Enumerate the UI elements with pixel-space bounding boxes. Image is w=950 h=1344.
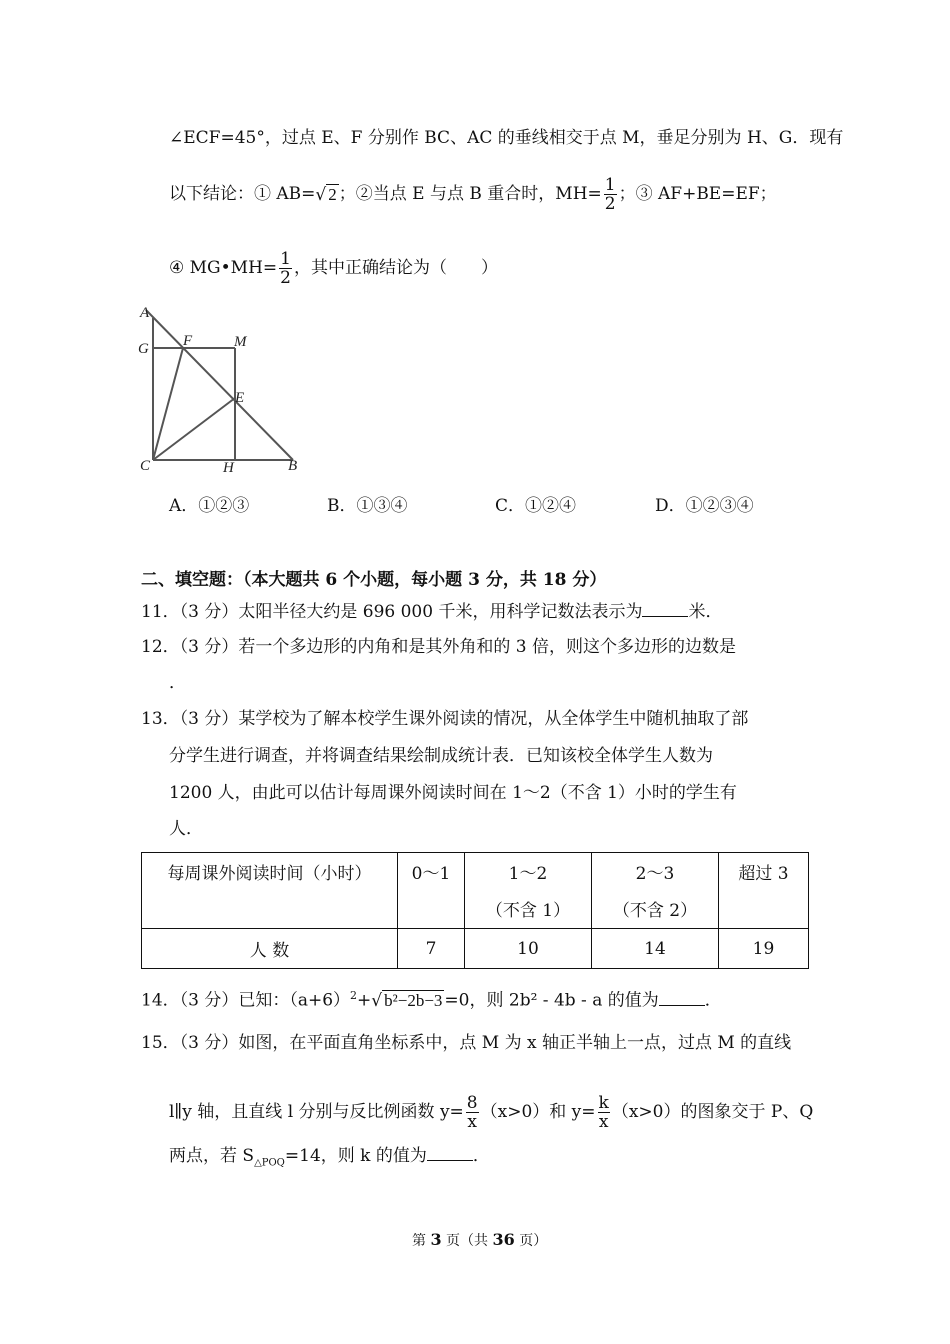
table-row [142, 929, 809, 969]
edge-ab [146, 310, 293, 460]
sqrt-2: √ 2 [315, 184, 337, 205]
option-b: B．①③④ [327, 496, 408, 516]
q13-line3: 1200 人，由此可以估计每周课外阅读时间在 1～2（不含 1）小时的学生有 [169, 783, 737, 803]
label-m: M [234, 334, 247, 350]
table-header-row [142, 853, 809, 929]
label-b: B [288, 458, 298, 474]
page-footer: 第 3 页（共 36 页） [412, 1230, 548, 1249]
answer-blank [427, 1144, 473, 1161]
q10-line2: 以下结论：① AB=√ 2 ；②当点 E 与点 B 重合时，MH= $\frac{1}{2}$ ；③ AF+BE=EF； [169, 175, 777, 214]
fraction-one-half: $\frac{1}{2}$ [604, 175, 616, 214]
label-c: C [140, 458, 151, 474]
segment-ce [153, 398, 235, 460]
label-f: F [183, 333, 193, 349]
fraction-one-half: $\frac{1}{2}$ [280, 249, 291, 288]
fraction-8-over-x: $\frac{8}{x}$ [466, 1093, 478, 1132]
q10-line1: ∠ECF=45°，过点 E、F 分别作 BC、AC 的垂线相交于点 M，垂足分别为 H、G．现有 [169, 128, 844, 148]
q12-line2: ． [169, 673, 186, 693]
page-total: 36 [492, 1230, 515, 1249]
table-header-cell: 1～2 （不含 1） [465, 853, 592, 929]
table-header-cell: 0～1 [398, 853, 465, 929]
label-a: A [140, 305, 150, 321]
reading-time-table [141, 852, 809, 969]
option-d: D．①②③④ [655, 496, 754, 516]
q12-line1: 12．（3 分）若一个多边形的内角和是其外角和的 3 倍，则这个多边形的边数是 [141, 637, 736, 657]
q15-line1: 15．（3 分）如图，在平面直角坐标系中，点 M 为 x 轴正半轴上一点，过点 M 的直线 [141, 1033, 792, 1053]
q13-line4: 人． [169, 819, 203, 839]
table-cell: 7 [398, 929, 465, 969]
label-h: H [223, 460, 234, 476]
sqrt-expression: √ b²−2b−3 [371, 991, 443, 1012]
section-title: 二、填空题：（本大题共 6 个小题，每小题 3 分，共 18 分） [141, 570, 607, 590]
table-cell: 10 [465, 929, 592, 969]
label-g: G [138, 341, 149, 357]
table-header-cell: 每周课外阅读时间（小时） [142, 853, 398, 929]
answer-blank [659, 989, 705, 1006]
q14: 14．（3 分）已知：$(a+6)^2+√$ b²−2b−3 =0，则 2b² - 4b - a 的值为 ． [141, 989, 722, 1012]
option-a: A．①②③ [169, 496, 250, 516]
segment-cf [153, 348, 183, 460]
q11: 11．（3 分）太阳半径大约是 696 000 千米，用科学记数法表示为 米． [141, 602, 723, 622]
q15-line3: 两点，若 $S_{\triangle POQ}=14$，则 k 的值为 ． [169, 1146, 490, 1169]
table-header-cell: 超过 3 [719, 853, 809, 929]
page-number: 3 [430, 1230, 442, 1249]
label-e: E [235, 390, 245, 406]
q10-line3: ④ MG•MH= $\frac{1}{2}$ ，其中正确结论为（ ） [169, 249, 498, 288]
answer-blank [642, 600, 688, 617]
table-row-label: 人 数 [142, 929, 398, 969]
option-c: C．①②④ [495, 496, 577, 516]
q13-line2: 分学生进行调查，并将调查结果绘制成统计表．已知该校全体学生人数为 [169, 746, 713, 766]
geometry-figure [128, 300, 318, 480]
q15-line2: l∥y 轴，且直线 l 分别与反比例函数 y= $\frac{8}{x}$ （x>0）和 y= $\frac{k}{x}$ （x>0）的图象交于 P、Q [169, 1093, 814, 1132]
fraction-k-over-x: $\frac{k}{x}$ [598, 1093, 609, 1132]
q13-line1: 13．（3 分）某学校为了解本校学生课外阅读的情况，从全体学生中随机抽取了部 [141, 709, 749, 729]
table-cell: 19 [719, 929, 809, 969]
table-header-cell: 2～3 （不含 2） [592, 853, 719, 929]
table-cell: 14 [592, 929, 719, 969]
